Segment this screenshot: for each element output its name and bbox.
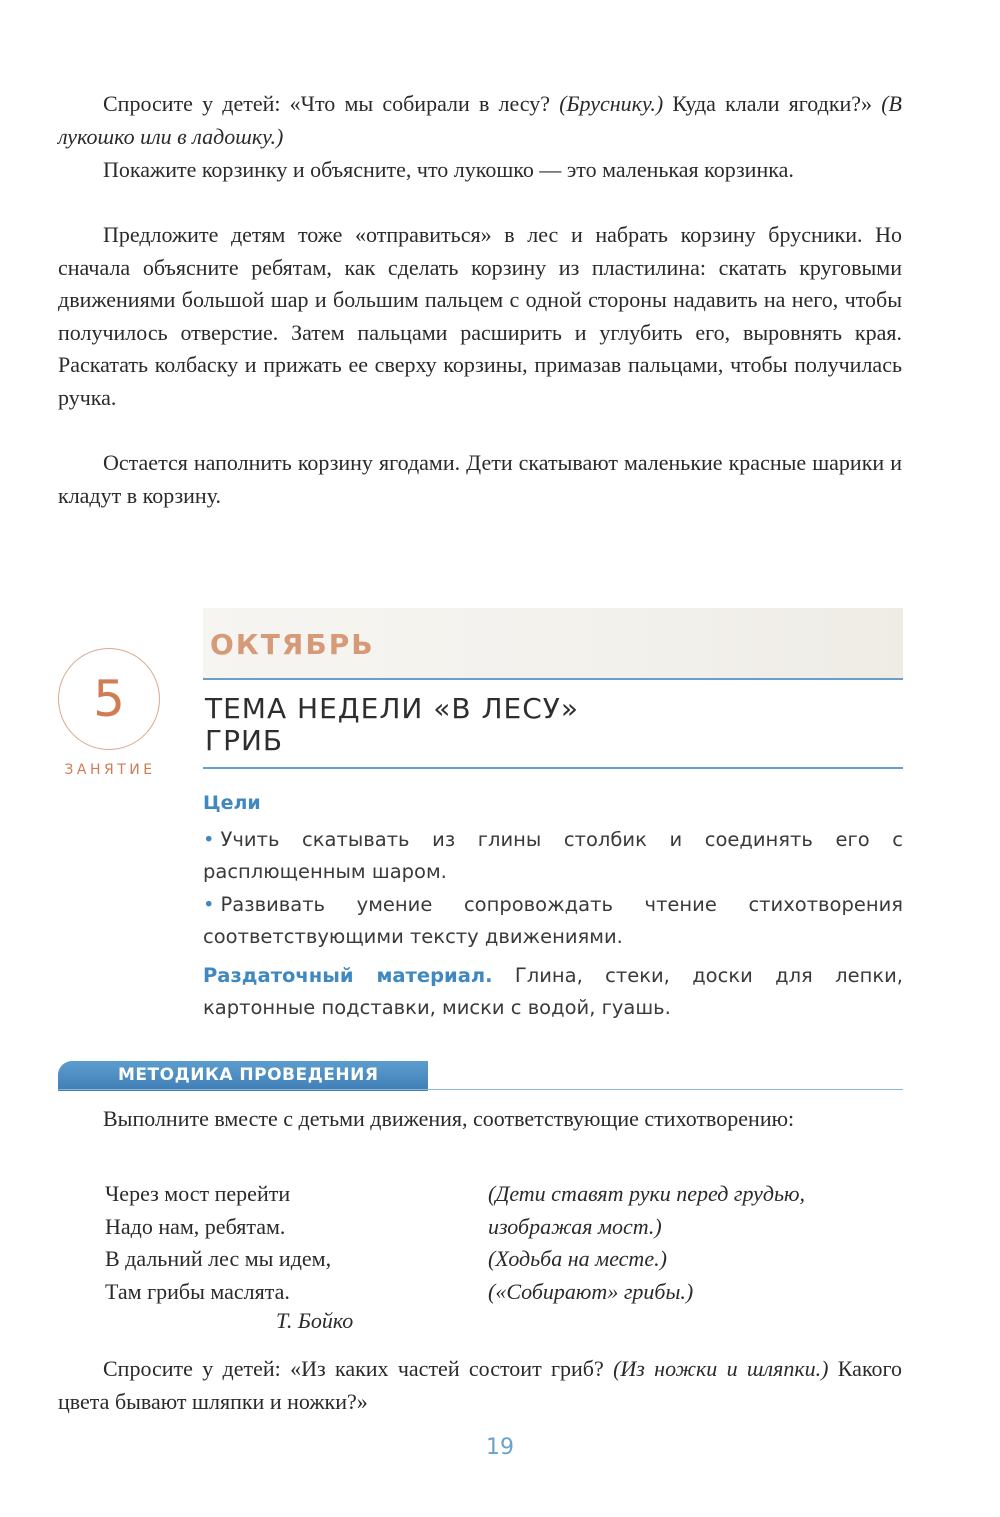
italic-span: (Бруснику.) [559,91,664,116]
poem-note: (Ходьба на месте.) [488,1246,667,1271]
poem-notes [488,1178,805,1308]
materials-heading: Раздаточный материал. [203,964,493,987]
poem-line: Там грибы маслята. [105,1278,290,1304]
theme-line-1: ТЕМА НЕДЕЛИ «В ЛЕСУ» [205,692,579,725]
goal-item-2 [203,889,903,953]
header-rule-bottom [203,767,903,769]
text-span: Спросите у детей: «Из каких частей состоит гриб? [103,1356,614,1381]
goal-text: Учить скатывать из глины столбик и соединять его с расплющенным шаром. [203,828,903,883]
poem-lines [105,1178,331,1308]
text-span: Какого цвета бывают шляпки и ножки?» [58,1356,902,1414]
lesson-label: ЗАНЯТИЕ [64,762,156,778]
intro-paragraph-2: Покажите корзинку и объясните, что лукошко — это маленькая корзинка. [103,157,794,182]
poem-line: Надо нам, ребятам. [105,1213,286,1239]
materials-text: Глина, стеки, доски для лепки, картонные подставки, миски с водой, гуашь. [203,964,903,1019]
month-title: ОКТЯБРЬ [210,628,375,661]
page-number: 19 [486,1435,514,1460]
poem-line: Через мост перейти [105,1181,291,1206]
intro-paragraph-3: Предложите детям тоже «отправиться» в лес и набрать корзину брусники. Но сначала объясните ребятам, как сделать корзину из пластилина: скатать круговыми движениями большой шар и большим пальцем с одной стороны надавить на него, чтобы получилось отверстие. Затем пальцами расширить и углубить его, выровнять края. Раскатать колбаску и прижать ее сверху корзины, примазав пальцами, чтобы получилась ручка. [58,222,902,410]
italic-span: (В лукошко или в ладошку.) [58,91,902,149]
text-span: Спросите у детей: «Что мы собирали в лесу? [103,91,560,116]
method-label: МЕТОДИКА ПРОВЕДЕНИЯ [118,1065,379,1085]
question-paragraph [58,1353,902,1418]
text-span: Куда клали ягодки?» [663,91,882,116]
poem-author: Т. Бойко [276,1308,354,1333]
lesson-number: 5 [93,670,125,728]
theme-title [205,693,579,757]
poem-line: В дальний лес мы идем, [105,1246,332,1271]
materials-paragraph [203,960,903,1024]
italic-span: (Из ножки и шляпки.) [613,1356,829,1381]
theme-line-2: ГРИБ [205,724,284,757]
intro-paragraph-1 [58,88,902,153]
goals-heading: Цели [203,792,261,814]
goal-text: Развивать умение сопровождать чтение стихотворения соответствующими тексту движениями. [203,893,903,948]
poem-note: изображая мост.) [488,1213,662,1239]
poem-note: (Дети ставят руки перед грудью, [488,1181,806,1206]
poem-note: («Собирают» грибы.) [488,1278,694,1304]
method-rule [58,1089,903,1090]
lesson-number-circle [58,648,160,750]
method-intro: Выполните вместе с детьми движения, соответствующие стихотворению: [103,1106,795,1131]
bullet-icon: • [203,893,215,916]
goal-item-1 [203,824,903,888]
header-rule-top [203,678,903,680]
intro-paragraph-4: Остается наполнить корзину ягодами. Дети скатывают маленькие красные шарики и кладут в корзину. [58,450,902,508]
bullet-icon: • [203,828,215,851]
